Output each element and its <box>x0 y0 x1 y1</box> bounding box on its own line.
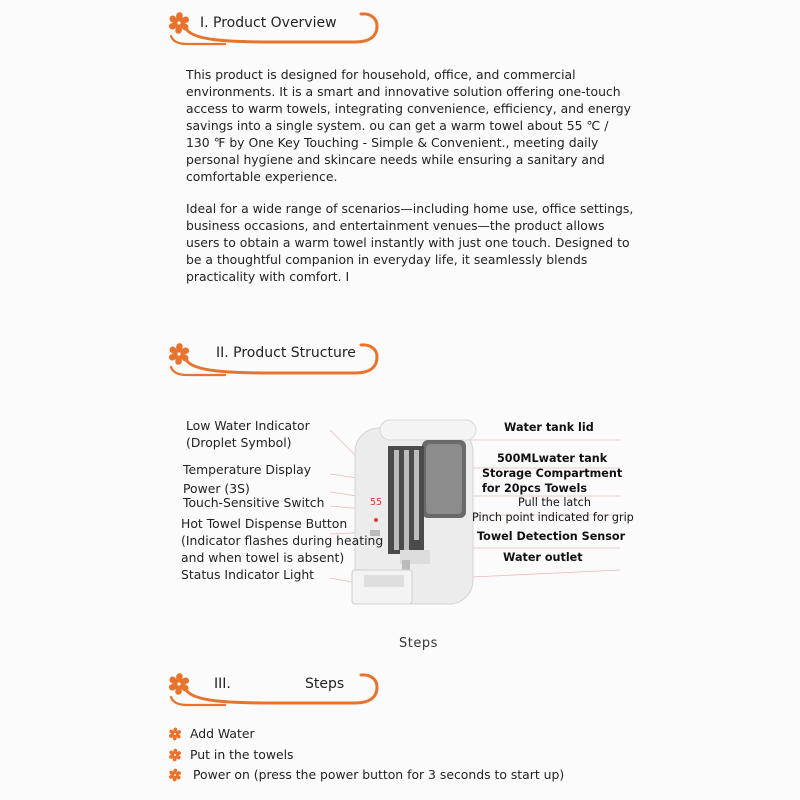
device-body <box>352 420 476 604</box>
label-water-outlet: Water outlet <box>503 551 583 564</box>
section-title: Steps <box>305 676 345 692</box>
flower-bullet-icon <box>168 727 182 741</box>
step-text: Power on (press the power button for 3 seconds to start up) <box>193 767 565 782</box>
label-status-light: Status Indicator Light <box>181 567 315 582</box>
section-header-structure <box>165 337 385 377</box>
paragraph-text: This product is designed for household, office, and commercial environments. It is a smart and innovative solution offering one-touch access to warm towels, integrating convenience, efficiency, and energy savings into a single system. ou can get a warm towel about 55 ℃ / 130 ℉ by One Key Touching - Simple & Convenient., meeting daily personal hygiene and skincare needs while ensuring a sanitary and comfortable experience. <box>186 67 632 184</box>
overview-paragraph-1 <box>186 66 636 185</box>
step-text: Add Water <box>190 726 255 741</box>
paragraph-text: Ideal for a wide range of scenarios—including home use, office settings, business occasions, and entertainment venues—the product allows users to obtain a warm towel instantly with just one touch. Designed to be a thoughtful companion in everyday life, it seamlessly blends practicality with comfort. I <box>186 201 634 284</box>
flower-logo-icon <box>166 341 192 367</box>
label-tank-lid: Water tank lid <box>504 421 594 434</box>
label-indicator-note-2: and when towel is absent) <box>181 550 345 565</box>
label-low-water-indicator: Low Water Indicator <box>186 418 310 433</box>
label-pinch-point: Pinch point indicated for grip <box>472 511 634 524</box>
label-temperature-display: Temperature Display <box>183 462 312 477</box>
label-towel-capacity: for 20pcs Towels <box>482 482 587 495</box>
step-text: Put in the towels <box>190 747 294 762</box>
section-title: I. Product Overview <box>200 15 337 31</box>
label-storage-compartment: Storage Compartment <box>482 467 623 480</box>
label-droplet-symbol: (Droplet Symbol) <box>186 435 292 450</box>
section-underline-swoosh <box>165 667 385 707</box>
status-indicator-dot <box>374 518 378 522</box>
label-hot-towel-button: Hot Towel Dispense Button <box>181 516 348 531</box>
label-power: Power (3S) <box>183 481 250 496</box>
flower-logo-icon <box>166 10 192 36</box>
section-header-overview <box>165 6 385 46</box>
flower-logo-icon <box>166 671 192 697</box>
diagram-caption: Steps <box>399 636 438 651</box>
overview-paragraph-2 <box>186 200 636 285</box>
label-towel-sensor: Towel Detection Sensor <box>477 530 626 543</box>
label-pull-latch: Pull the latch <box>518 496 591 509</box>
flower-bullet-icon <box>168 768 182 782</box>
temperature-display: 55 <box>370 497 383 508</box>
label-touch-switch: Touch-Sensitive Switch <box>183 495 325 510</box>
section-header-steps <box>165 667 385 707</box>
label-water-tank: 500MLwater tank <box>497 452 608 465</box>
section-title: II. Product Structure <box>216 345 356 361</box>
label-indicator-note-1: (Indicator flashes during heating <box>181 533 384 548</box>
flower-bullet-icon <box>168 748 182 762</box>
section-number: III. <box>214 676 231 692</box>
